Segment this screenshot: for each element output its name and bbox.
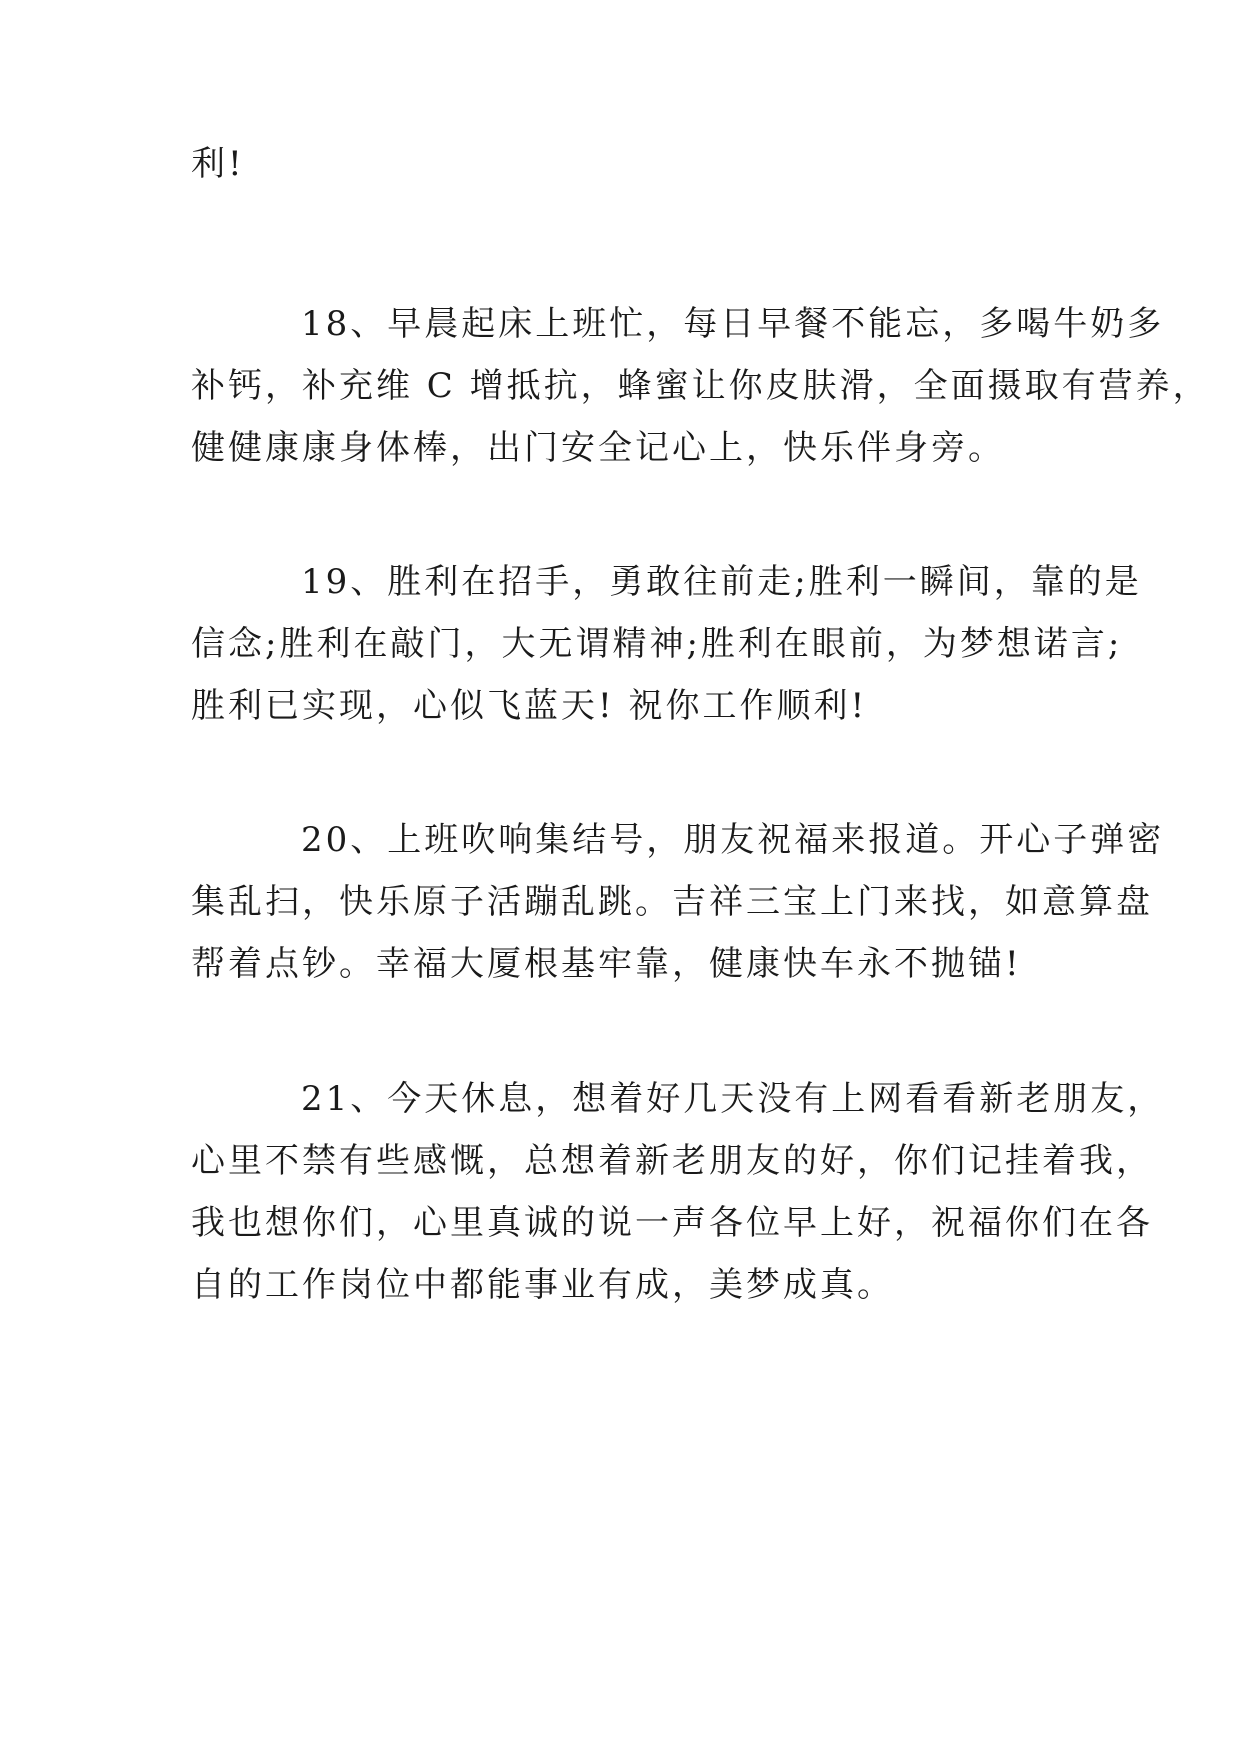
text-line: 20、上班吹响集结号，朋友祝福来报道。开心子弹密: [301, 820, 1165, 860]
text-line: 心里不禁有些感慨，总想着新老朋友的好，你们记挂着我，: [191, 1141, 1153, 1181]
text-line: 18、早晨起床上班忙，每日早餐不能忘，多喝牛奶多: [301, 304, 1165, 344]
paragraph-18: [191, 293, 1210, 479]
text-line: 利!: [191, 144, 245, 184]
text-line: 帮着点钞。幸福大厦根基牢靠，健康快车永不抛锚!: [191, 944, 1022, 984]
text-line: 我也想你们，心里真诚的说一声各位早上好，祝福你们在各: [191, 1203, 1153, 1243]
text-line: 集乱扫，快乐原子活蹦乱跳。吉祥三宝上门来找，如意算盘: [191, 882, 1153, 922]
text-line: 21、今天休息，想着好几天没有上网看看新老朋友，: [301, 1079, 1165, 1119]
text-line: 胜利已实现，心似飞蓝天! 祝你工作顺利!: [191, 686, 868, 726]
carry-over-text: [191, 133, 1061, 195]
text-line: 健健康康身体棒，出门安全记心上，快乐伴身旁。: [191, 428, 1005, 468]
paragraph-20: [191, 809, 1165, 995]
paragraph-21: [191, 1068, 1165, 1316]
text-line: 信念;胜利在敲门，大无谓精神;胜利在眼前，为梦想诺言;: [191, 624, 1123, 664]
paragraph-19: [191, 551, 1142, 737]
text-line: 自的工作岗位中都能事业有成，美梦成真。: [191, 1265, 894, 1305]
text-line: 补钙，补充维 C 增抵抗，蜂蜜让你皮肤滑，全面摄取有营养，: [191, 366, 1210, 406]
text-line: 19、胜利在招手，勇敢往前走;胜利一瞬间，靠的是: [301, 562, 1142, 602]
